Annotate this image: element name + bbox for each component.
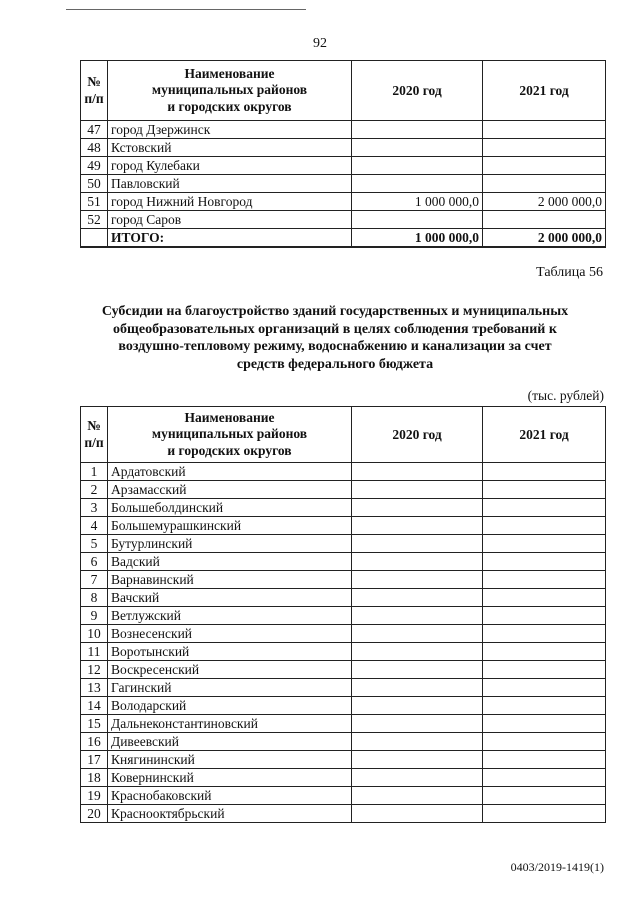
row-num: 5 [81,535,108,553]
table-row [81,499,606,517]
total-num [81,229,108,248]
row-value-2021 [483,805,606,823]
table-row [81,733,606,751]
row-value-2021 [483,679,606,697]
table-row [81,157,606,175]
row-value-2020 [352,805,483,823]
row-value-2021 [483,661,606,679]
table-row [81,661,606,679]
table-row [81,625,606,643]
row-num: 11 [81,643,108,661]
row-value-2020 [352,553,483,571]
table-row [81,139,606,157]
row-value-2021 [483,751,606,769]
total-2021: 2 000 000,0 [483,229,606,248]
row-value-2020 [352,499,483,517]
table-continued [80,60,606,248]
row-num: 4 [81,517,108,535]
row-value-2021 [483,121,606,139]
col-header-name-line: и городских округов [167,98,292,114]
row-name: Володарский [108,697,352,715]
subsidy-title [70,303,600,373]
col-header-name-line: и городских округов [167,442,292,458]
row-num: 18 [81,769,108,787]
row-name: Ардатовский [108,463,352,481]
row-name: Варнавинский [108,571,352,589]
row-value-2020 [352,139,483,157]
row-value-2021 [483,139,606,157]
row-value-2021 [483,625,606,643]
col-header-2020: 2020 год [352,407,483,463]
row-name: Арзамасский [108,481,352,499]
col-header-num: № п/п [81,61,108,121]
subsidy-title-line: общеобразовательных организаций в целях соблюдения требований к [113,321,557,337]
document-code: 0403/2019-1419(1) [510,860,604,874]
row-value-2020 [352,211,483,229]
table-row [81,553,606,571]
row-value-2021 [483,571,606,589]
total-row [81,229,606,248]
row-num: 9 [81,607,108,625]
row-value-2021 [483,553,606,571]
table-header-row [81,407,606,463]
row-name: Гагинский [108,679,352,697]
row-value-2020 [352,679,483,697]
row-num: 48 [81,139,108,157]
table-row [81,607,606,625]
col-header-2020: 2020 год [352,61,483,121]
table-row [81,571,606,589]
row-name: город Дзержинск [108,121,352,139]
row-name: Ковернинский [108,769,352,787]
col-header-name-line: муниципальных районов [151,82,308,98]
row-name: Бутурлинский [108,535,352,553]
row-num: 16 [81,733,108,751]
row-num: 50 [81,175,108,193]
table-row [81,121,606,139]
row-num: 49 [81,157,108,175]
row-value-2021 [483,517,606,535]
row-num: 14 [81,697,108,715]
col-header-name-line: муниципальных районов [151,426,308,442]
row-num: 1 [81,463,108,481]
row-name: Воскресенский [108,661,352,679]
row-name: город Саров [108,211,352,229]
row-num: 13 [81,679,108,697]
page-number: 92 [313,36,327,51]
table-row [81,175,606,193]
row-name: Вадский [108,553,352,571]
table-row [81,481,606,499]
col-header-name-line: Наименование [184,409,275,425]
row-name: Дальнеконстантиновский [108,715,352,733]
row-name: Большеболдинский [108,499,352,517]
row-value-2021 [483,157,606,175]
row-value-2021 [483,715,606,733]
table-row [81,463,606,481]
row-value-2020 [352,607,483,625]
units-label: (тыс. рублей) [527,388,604,403]
row-value-2020 [352,571,483,589]
subsidy-table [80,406,606,823]
col-header-2021: 2021 год [483,61,606,121]
row-value-2020 [352,643,483,661]
row-value-2020 [352,697,483,715]
row-value-2020 [352,769,483,787]
row-value-2021 [483,535,606,553]
row-num: 10 [81,625,108,643]
row-value-2021 [483,481,606,499]
row-value-2021: 2 000 000,0 [483,193,606,211]
row-name: Княгининский [108,751,352,769]
row-value-2021 [483,499,606,517]
row-name: Кстовский [108,139,352,157]
row-value-2020 [352,715,483,733]
row-name: Краснобаковский [108,787,352,805]
row-value-2020 [352,625,483,643]
row-num: 2 [81,481,108,499]
col-header-num: № п/п [81,407,108,463]
row-name: город Нижний Новгород [108,193,352,211]
row-value-2021 [483,769,606,787]
row-value-2021 [483,733,606,751]
table-row [81,643,606,661]
row-num: 7 [81,571,108,589]
table-row [81,679,606,697]
total-label: ИТОГО: [108,229,352,248]
table-label: Таблица 56 [536,265,603,280]
table-row [81,769,606,787]
row-num: 17 [81,751,108,769]
row-value-2020 [352,517,483,535]
row-value-2020 [352,175,483,193]
table-row [81,787,606,805]
row-value-2021 [483,175,606,193]
top-rule [66,9,306,10]
table-row [81,751,606,769]
row-value-2021 [483,463,606,481]
table-row [81,715,606,733]
row-name: Вознесенский [108,625,352,643]
row-num: 19 [81,787,108,805]
row-name: город Кулебаки [108,157,352,175]
col-header-name-line: Наименование [184,65,275,81]
row-name: Вачский [108,589,352,607]
row-num: 47 [81,121,108,139]
row-name: Дивеевский [108,733,352,751]
row-num: 6 [81,553,108,571]
row-num: 52 [81,211,108,229]
row-value-2020 [352,751,483,769]
table-row [81,193,606,211]
table-row [81,805,606,823]
row-value-2021 [483,643,606,661]
row-name: Краснооктябрьский [108,805,352,823]
row-num: 12 [81,661,108,679]
row-value-2021 [483,589,606,607]
row-value-2020 [352,535,483,553]
row-value-2020 [352,121,483,139]
row-num: 15 [81,715,108,733]
col-header-2021: 2021 год [483,407,606,463]
row-value-2020: 1 000 000,0 [352,193,483,211]
table-header-row [81,61,606,121]
row-num: 3 [81,499,108,517]
row-num: 8 [81,589,108,607]
table-row [81,517,606,535]
table-row [81,697,606,715]
row-num: 20 [81,805,108,823]
row-name: Ветлужский [108,607,352,625]
row-value-2020 [352,589,483,607]
row-value-2020 [352,157,483,175]
row-value-2020 [352,481,483,499]
subsidy-title-line: воздушно-тепловому режиму, водоснабжению и канализации за счет [118,339,552,354]
row-name: Воротынский [108,643,352,661]
row-num: 51 [81,193,108,211]
row-value-2020 [352,787,483,805]
col-header-name [108,407,352,463]
col-header-name [108,61,352,121]
row-name: Большемурашкинский [108,517,352,535]
row-value-2021 [483,607,606,625]
row-value-2021 [483,697,606,715]
row-value-2020 [352,661,483,679]
row-name: Павловский [108,175,352,193]
row-value-2020 [352,733,483,751]
total-2020: 1 000 000,0 [352,229,483,248]
row-value-2021 [483,787,606,805]
subsidy-title-line: средств федерального бюджета [236,356,434,372]
row-value-2020 [352,463,483,481]
row-value-2021 [483,211,606,229]
subsidy-title-line: Субсидии на благоустройство зданий государственных и муниципальных [101,304,569,319]
table-row [81,535,606,553]
table-row [81,589,606,607]
table-row [81,211,606,229]
